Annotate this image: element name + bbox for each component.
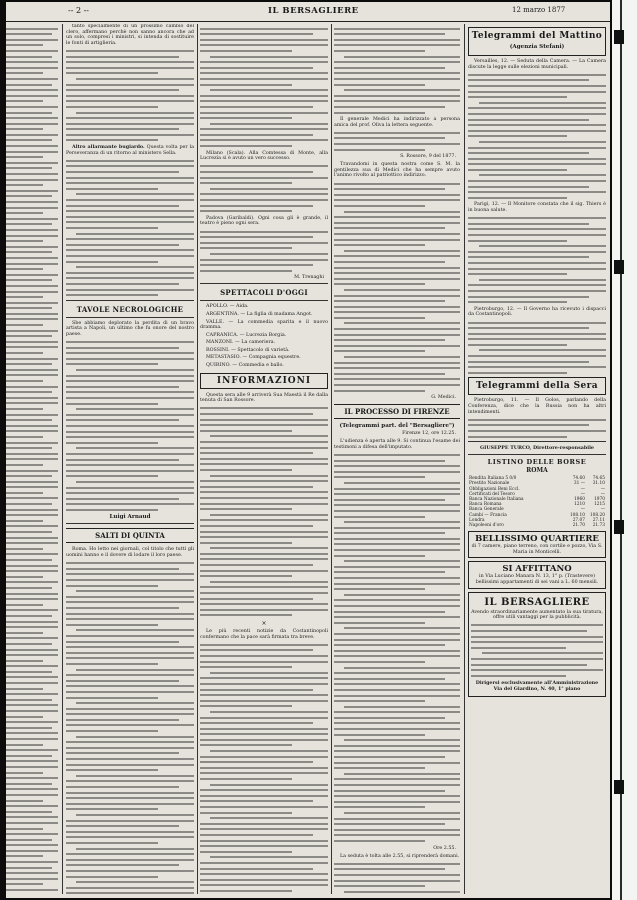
table-cell: 31 — (573, 481, 585, 487)
article-text: Milano (Scala). Alla Comtessa di Monte, alla Lucrezia si è avuto un vero successo. (200, 150, 328, 162)
article-text: L'udienza è aperta alle 9. Si continua l'esame dei testimoni a difesa dell'imputato. (334, 439, 460, 450)
text-lines (66, 50, 194, 142)
section-subtitle: (Telegrammi part. del "Bersagliere") (339, 423, 455, 430)
table-cell: 1960 (574, 497, 585, 502)
listino-city: ROMA (526, 467, 548, 475)
table-cell: — (600, 491, 605, 497)
table-cell: — (580, 491, 585, 497)
column-divider (197, 24, 198, 894)
text-lines (471, 624, 603, 676)
newspaper-page (6, 2, 610, 898)
telegram-text: Versailles, 12. — Seduta della Camera. — La Camera discute la legge sulle elezioni municipali. (468, 59, 606, 70)
table-cell: Napoleoni d'oro (469, 523, 504, 529)
table-cell: Certificati del Tesoro (469, 491, 515, 497)
telegrammi-sera-box (468, 377, 606, 395)
ad-headline: BELLISSIMO QUARTIERE (475, 534, 599, 545)
article-body: Questa volta per la Perseveranza di un ritorno al ministero Sella. (66, 145, 194, 156)
article-text (66, 145, 194, 156)
article-text: tanto specialmente di un prossimo cambio del clero, affermano perchè non sanno ancora che ad un solo, compresi i ministri, si intenda di sostituire le fonti di artiglieria. (66, 24, 194, 46)
section-rule (200, 300, 328, 301)
column-3 (334, 24, 460, 894)
table-cell: Cambi — Francia (469, 512, 507, 518)
ad-text: Avendo straordinariamente aumentato la sua tiratura, offre utili vantaggi per la pubblicità. (471, 609, 603, 621)
text-lines (468, 322, 606, 374)
necrology-name: Luigi Arnaud (109, 514, 151, 521)
article-text: Questa sera alle 9 arriverà Sua Maestà il Re dalla tenuta di San Rossore. (200, 392, 328, 404)
article-headline: Altro allarmante bugiardo. (72, 144, 145, 151)
article-text: Le più recenti notizie da Costantinopoli confermano che la pace sarà firmata tra breve. (200, 629, 328, 640)
spettacolo-item: ARGENTINA. — La figlia di madama Angot. (206, 311, 313, 317)
section-title-processo: IL PROCESSO DI FIRENZE (334, 404, 460, 419)
spettacoli-list (200, 304, 328, 368)
advertisement-bersagliere (468, 592, 606, 698)
spettacolo-item: VALLE. — La commedia sparita e il nuovo dramma. (200, 319, 328, 331)
telegram-text: Pietroburgo, 12. — Il Governo ha ricevuto i dispacci da Costantinopoli. (468, 306, 606, 318)
text-lines (334, 28, 460, 114)
spettacolo-item: ROSSINI. — Spettacolo di varietà. (206, 347, 290, 353)
text-lines (66, 341, 194, 511)
section-title-telegrammi-mattino: Telegrammi del Mattino (471, 31, 603, 41)
section-rule (66, 300, 194, 301)
section-rule (66, 523, 194, 524)
spettacolo-item: APOLLO. — Aida. (206, 304, 249, 310)
table-cell: — (580, 486, 585, 492)
article-text: Il generale Medici ha indirizzato a persona amica del prof. Oliva la lettera seguente. (334, 117, 460, 128)
telegram-text: Pietroburgo, 11. — Il Golos, parlando della Conferenza, dice che la Russia non ha altri intendimenti. (468, 398, 606, 415)
text-lines (334, 863, 460, 894)
section-title-salti: SALTI DI QUINTA (66, 528, 194, 543)
ad-footer: Dirigersi esclusivamente all'Amministrazione Via del Giardino, N. 40, 1° piano (475, 680, 599, 693)
text-lines (334, 183, 460, 392)
advertisement-affittano (468, 561, 606, 588)
table-cell: 74.60 (572, 476, 585, 482)
table-cell: Prestito Nazionale (469, 481, 510, 487)
table-cell: Londra (469, 517, 485, 523)
section-title-spettacoli: SPETTACOLI D'OGGI (220, 288, 308, 298)
column-divider (464, 24, 465, 894)
text-lines (334, 132, 460, 151)
ad-text: in Via Luciano Manara N. 13, 1° p. (Trastevere) bellissimi appartamenti di sei vani a L. 60 mensili. (475, 574, 599, 585)
column-cropped (6, 24, 58, 894)
article-text: La seduta è tolta alle 2.55, si riprenderà domani. (340, 853, 460, 859)
text-lines (66, 562, 194, 894)
article-text: Padova (Garibaldi). Ogni cosa gli è grande, il teatro è pieno ogni sera. (200, 215, 328, 227)
table-cell: Banca Generale (469, 507, 504, 513)
page-header (6, 6, 610, 18)
article-signature: M. Trenaghi (294, 275, 324, 281)
table-cell: 21.70 (572, 523, 585, 529)
table-cell: — (600, 486, 605, 492)
text-lines (200, 407, 328, 616)
table-cell: Rendita Italiana 5 0/0 (469, 476, 517, 482)
spettacolo-item: QUIRINO. — Commedia e ballo. (206, 363, 284, 369)
section-rule (468, 441, 606, 442)
ad-headline: IL BERSAGLIERE (484, 596, 590, 608)
dispatch-date: Ore 2.55. (433, 845, 456, 851)
text-lines (200, 28, 328, 147)
text-lines (200, 231, 328, 272)
text-lines (200, 644, 328, 894)
table-cell: 27.07 (572, 517, 585, 523)
scan-mark (614, 260, 624, 274)
column-2 (200, 24, 328, 894)
advertisement-quartiere (468, 531, 606, 558)
table-cell: 108.10 (569, 512, 585, 518)
table-cell: 1215 (594, 502, 605, 508)
text-lines (200, 165, 328, 212)
separator-cross: × (261, 620, 267, 627)
header-rule (6, 21, 610, 22)
text-lines (468, 419, 606, 438)
scan-edge-rule (620, 0, 622, 900)
issue-date: 12 marzo 1877 (512, 6, 566, 14)
section-title-informazioni: INFORMAZIONI (200, 373, 328, 389)
spettacolo-item: METASTASIO. — Compagnia equestre. (206, 355, 301, 361)
letter-place-date: S. Rossore, 9 del 1877. (400, 154, 456, 160)
page-number: -- 2 -- (68, 6, 89, 15)
section-title-telegrammi-sera: Telegrammi della Sera (475, 381, 599, 392)
text-lines (6, 28, 58, 894)
table-cell: Banca Nazionale Italiana (469, 497, 524, 502)
table-row (468, 523, 606, 528)
column-4 (468, 24, 606, 894)
text-lines (468, 74, 606, 199)
listino-table (468, 476, 606, 528)
telegram-text: Parigi, 12. — Il Monitore constata che il sig. Thiers è in buona salute. (468, 202, 606, 214)
article-text: Sbe abbiamo deplorato la perdita di un bravo artista a Napoli, un ultimo che fu onore del nostro paese. (66, 320, 194, 337)
text-lines (468, 217, 606, 303)
table-cell: 31.10 (592, 481, 605, 487)
table-cell: Obbligazioni Beni Eccl. (469, 486, 520, 492)
table-cell: 1970 (594, 497, 605, 502)
table-cell: Banca Romana (469, 502, 502, 508)
telegrammi-mattino-box (468, 27, 606, 56)
table-cell: 27.11 (592, 517, 605, 523)
article-text: Travandomi in questa nostra come S. M. la gentilezza sua di Medici che ha sempre avuto l'animo rivolto al patriottico indirizzo. (334, 162, 460, 179)
article-text: Roma. Ho letto nei giornali, col titolo che tutti gli uomini hanno e il dovere di lodare il loro paese. (66, 547, 194, 559)
scan-edge (612, 0, 637, 900)
director-credit: GIUSEPPE TURCO, Direttore-responsabile (480, 445, 594, 452)
section-title-necrologie: TAVOLE NECROLOGICHE (76, 304, 184, 314)
section-title-listino: LISTINO DELLE BORSE (487, 458, 587, 467)
table-cell: 1210 (574, 502, 585, 508)
table-cell: — (600, 507, 605, 513)
scan-mark (614, 520, 624, 534)
section-rule (468, 454, 606, 455)
spettacolo-item: CAPRANICA. — Lucrezia Borgia. (206, 332, 287, 338)
column-divider (62, 24, 63, 894)
table-cell: 21.73 (592, 523, 605, 529)
scan-mark (614, 30, 624, 44)
article-signature: G. Medici. (431, 395, 456, 401)
column-divider (331, 24, 332, 894)
scan-mark (614, 780, 624, 794)
text-lines (66, 160, 194, 296)
table-cell: — (580, 507, 585, 513)
section-subtitle: (Agenzia Stefani) (509, 44, 565, 50)
section-rule (200, 283, 328, 284)
ad-text: di 7 camere, piano terreno, con cortile e pozzo, Via S. Maria in Monticelli. (471, 544, 603, 555)
dispatch-date: Firenze 12, ore 12.25. (402, 431, 456, 437)
spettacolo-item: MANZONI. — La cameriera. (206, 340, 276, 346)
column-1 (66, 24, 194, 894)
table-cell: 108.20 (589, 512, 605, 518)
text-lines (334, 454, 460, 842)
newspaper-title: IL BERSAGLIERE (268, 6, 359, 16)
table-cell: 74.65 (592, 476, 605, 482)
section-rule (66, 317, 194, 318)
ad-headline: SI AFFITTANO (502, 564, 572, 575)
